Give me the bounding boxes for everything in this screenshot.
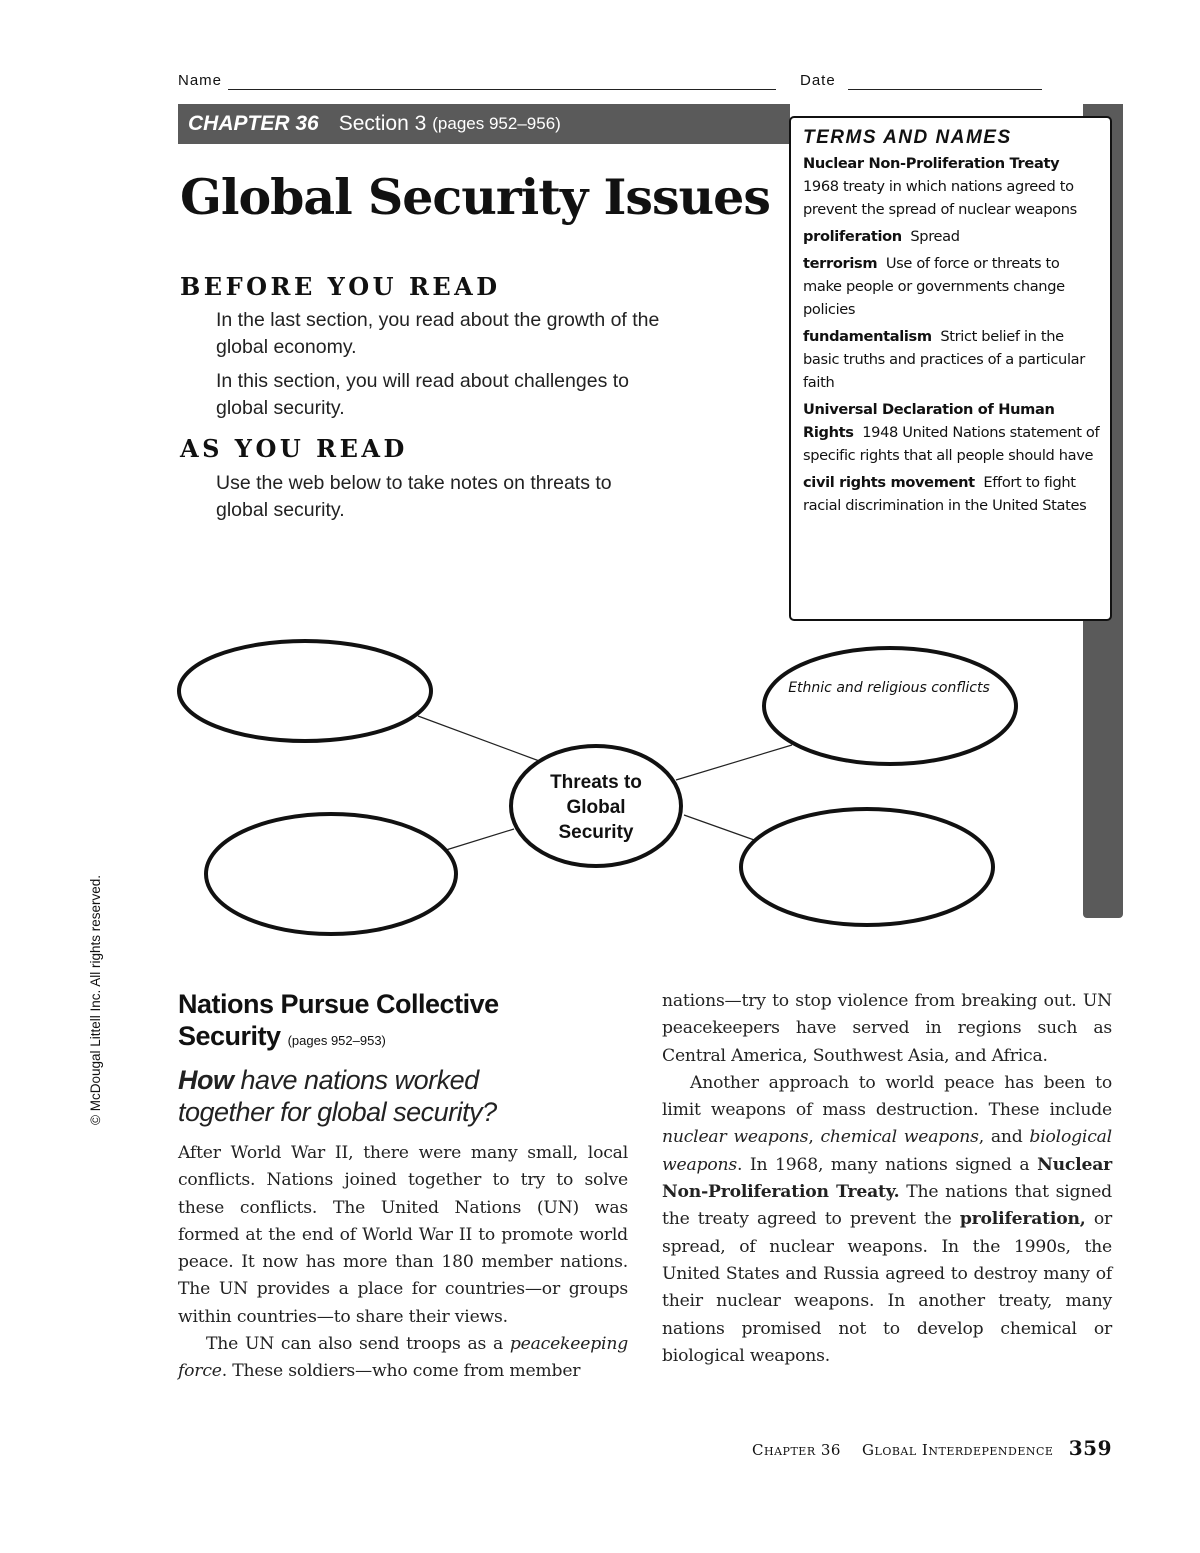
emphasized-term: chemical weapons — [820, 1127, 979, 1148]
term-name: civil rights movement — [803, 474, 975, 491]
body-paragraph: After World War II, there were many small, local conflicts. Nations joined together to try to solve these conflicts. The United Nations (UN) was formed at the end of World War II to promote world peace. It now has more than 180 member nations. The UN provides a place for countries—or groups within countries—to share their views. — [178, 1143, 628, 1327]
body-text: The UN can also send troops as a — [206, 1334, 510, 1355]
question-text: have nations worked — [233, 1065, 479, 1095]
body-text: . These soldiers—who come from member — [221, 1361, 581, 1382]
term-name: Nuclear Non-Proliferation Treaty — [803, 155, 1060, 172]
term-name: terrorism — [803, 255, 878, 272]
body-text: Another approach to world peace has been to limit weapons of mass destruction. These include — [662, 1072, 1112, 1121]
name-label: Name — [178, 72, 223, 89]
section-heading — [178, 988, 638, 1057]
section-page-ref: (pages 952–953) — [287, 1033, 386, 1048]
page-title: Global Security Issues — [180, 168, 770, 226]
body-text: or spread, of nuclear weapons. In the 1990s, the United States and Russia agreed to destroy many of their nuclear weapons. In another treaty, many nations promised not to develop chemical or biological weapons. — [662, 1209, 1112, 1366]
emphasized-term: nuclear weapons — [662, 1127, 809, 1148]
section-heading-line: Nations Pursue Collective — [178, 989, 499, 1019]
term-definition: Strict belief in the basic truths and practices of a particular faith — [803, 328, 1085, 391]
connector-line — [676, 745, 792, 780]
guiding-question — [178, 1064, 638, 1128]
center-label-line: Security — [558, 822, 634, 843]
before-you-read-heading: BEFORE YOU READ — [180, 272, 501, 301]
bold-term: proliferation, — [959, 1209, 1086, 1230]
body-paragraph — [662, 1070, 1112, 1370]
intro-line: global security. — [216, 397, 345, 419]
intro-line: global security. — [216, 499, 345, 521]
body-text: The nations that signed the treaty agreed to prevent the — [662, 1182, 1112, 1230]
bold-term: Nuclear Non-Proliferation Treaty. — [662, 1154, 1112, 1203]
note-oval-top-right[interactable] — [764, 648, 1016, 764]
footer-title: Global Interdependence — [862, 1441, 1054, 1459]
footer-chapter: Chapter 36 — [752, 1441, 841, 1459]
center-label-line: Global — [566, 797, 626, 818]
connector-line — [418, 716, 542, 762]
body-paragraph — [178, 1331, 628, 1386]
emphasized-term: biological weapons — [662, 1127, 1112, 1175]
intro-line: global economy. — [216, 336, 357, 358]
term-name: proliferation — [803, 228, 902, 245]
body-text: , — [808, 1127, 821, 1148]
body-text: , and — [978, 1127, 1030, 1148]
terms-heading: TERMS AND NAMES — [803, 127, 1012, 148]
emphasized-term: peacekeeping force — [178, 1334, 628, 1382]
chapter-label: CHAPTER 36 — [188, 112, 319, 135]
left-body-column — [178, 1140, 628, 1386]
intro-line: Use the web below to take notes on threats to — [216, 472, 612, 494]
page-number: 359 — [1068, 1436, 1112, 1460]
section-pages: (pages 952–956) — [432, 114, 561, 133]
term-name: Universal Declaration of Human Rights — [803, 401, 1055, 441]
note-oval-bottom-right[interactable] — [741, 809, 993, 925]
body-paragraph: nations—try to stop violence from breaking out. UN peacekeepers have served in regions such as Central America, Southwest Asia, and Africa. — [662, 991, 1112, 1066]
as-you-read-heading: AS YOU READ — [180, 434, 408, 463]
right-body-column — [662, 988, 1112, 1370]
term-definition: 1968 treaty in which nations agreed to prevent the spread of nuclear weapons — [803, 178, 1077, 218]
term-definition: Use of force or threats to make people or governments change policies — [803, 255, 1065, 318]
copyright-notice: © McDougal Littell Inc. All rights reserved. — [88, 874, 103, 1125]
section-label: Section 3 — [338, 112, 427, 135]
term-definition: Spread — [910, 228, 960, 245]
page-footer — [600, 1436, 1112, 1460]
intro-line: In the last section, you read about the growth of the — [216, 309, 660, 331]
term-definition: 1948 United Nations statement of specific rights that all people should have — [803, 424, 1100, 464]
term-definition: Effort to fight racial discrimination in the United States — [803, 474, 1087, 514]
note-oval-top-left[interactable] — [179, 641, 431, 741]
body-text: . In 1968, many nations signed a — [736, 1154, 1038, 1175]
date-label: Date — [800, 72, 836, 89]
handwritten-note: Ethnic and religious conflicts — [788, 680, 990, 696]
question-text: together for global security? — [178, 1097, 497, 1127]
question-bold-word: How — [178, 1065, 234, 1095]
intro-line: In this section, you will read about challenges to — [216, 370, 629, 392]
term-name: fundamentalism — [803, 328, 932, 345]
connector-line — [446, 829, 514, 850]
section-heading-line: Security — [178, 1021, 281, 1051]
center-label-line: Threats to — [550, 772, 642, 793]
note-oval-bottom-left[interactable] — [206, 814, 456, 934]
connector-line — [684, 815, 757, 841]
